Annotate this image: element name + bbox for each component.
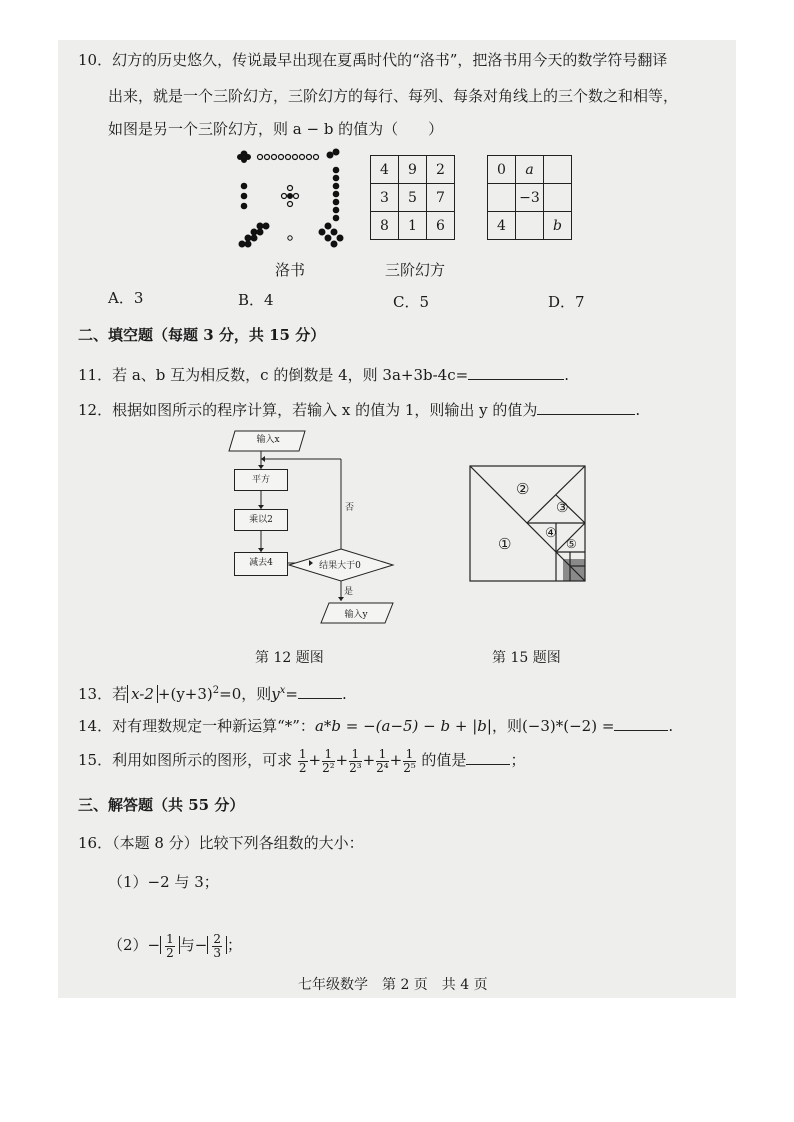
q16-part2: （2）− $\frac{1}{2}$ 与− $\frac{2}{3}$ ；	[108, 931, 242, 960]
luoshu-caption: 洛书	[275, 261, 306, 279]
q16-part1: （1）−2 与 3；	[108, 873, 219, 891]
q14-answer-blank[interactable]	[614, 716, 668, 731]
flowchart-minus-4: 减去4	[234, 552, 288, 576]
magic-square-caption: 三阶幻方	[385, 261, 446, 279]
q10-line2: 出来，就是一个三阶幻方，三阶幻方的每行、每列、每条对角线上的三个数之和相等，	[108, 87, 679, 105]
q13-answer-blank[interactable]	[298, 684, 342, 699]
q11: 11．若 a、b 互为相反数，c 的倒数是 4，则 3a+3b-4c= .	[78, 366, 569, 384]
flowchart-square: 平方	[234, 469, 288, 491]
fig15-label-1-4: ④	[545, 526, 557, 541]
fig15-caption: 第 15 题图	[492, 650, 561, 666]
section-fill-in-title: 二、填空题（每题 3 分，共 15 分）	[78, 326, 326, 344]
fig15-label-1-1: ①	[498, 535, 512, 553]
flowchart-times-2: 乘以2	[234, 509, 288, 531]
partial-magic-square: 0 a −3 4 b	[487, 155, 572, 240]
q11-answer-blank[interactable]	[468, 365, 564, 380]
page-footer: 七年级数学 第 2 页 共 4 页	[298, 977, 488, 993]
q10-line1: 10．幻方的历史悠久，传说最早出现在夏禹时代的“洛书”，把洛书用今天的数学符号翻译	[78, 51, 668, 69]
flowchart-yes-label: 是	[344, 587, 354, 597]
q13: 13．若 $x-2 +(y+3)^2=0$，则$y^x=$ .	[78, 685, 347, 703]
option-d[interactable]: D．7	[548, 293, 585, 311]
section-solve-title: 三、解答题（共 55 分）	[78, 796, 245, 814]
option-a[interactable]: A．3	[108, 289, 144, 307]
q15-answer-blank[interactable]	[466, 750, 510, 765]
magic-square: 4 9 2 3 5 7 8 1 6	[370, 155, 455, 240]
flowchart-output: 输入y	[344, 610, 368, 620]
option-b[interactable]: B．4	[238, 291, 274, 309]
q16-title: 16．（本题 8 分）比较下列各组数的大小：	[78, 834, 364, 852]
q10-line3: 如图是另一个三阶幻方，则 a − b 的值为（ ）	[108, 120, 444, 138]
q12-answer-blank[interactable]	[537, 400, 635, 415]
flowchart-decision: 结果大于0	[319, 561, 361, 571]
fig15-label-1-2: ②	[516, 480, 530, 498]
q14: 14．对有理数规定一种新运算“*”：a*b = −(a−5) − b + |b|，则(−3)*(−2) = .	[78, 717, 674, 735]
flowchart-input: 输入x	[256, 435, 280, 445]
q15: 15．利用如图所示的图形，可求 $\frac{1}{2}$ + $\frac{1}{\text{2²}}$ + $\frac{1}{\text{2³}}$ + $\frac{1}{\text{2⁴}}$ + $\frac{1}{\text{2⁵}}$ 的值是 ；	[78, 746, 526, 775]
option-c[interactable]: C．5	[393, 293, 430, 311]
fig15-label-1-3: ③	[556, 500, 569, 516]
flowchart-no-label: 否	[345, 503, 355, 513]
luoshu-figure	[234, 146, 346, 254]
fig12-caption: 第 12 题图	[255, 650, 324, 666]
q12: 12．根据如图所示的程序计算，若输入 x 的值为 1，则输出 y 的值为 .	[78, 401, 641, 419]
fig15-label-1-5: ⑤	[566, 537, 577, 551]
